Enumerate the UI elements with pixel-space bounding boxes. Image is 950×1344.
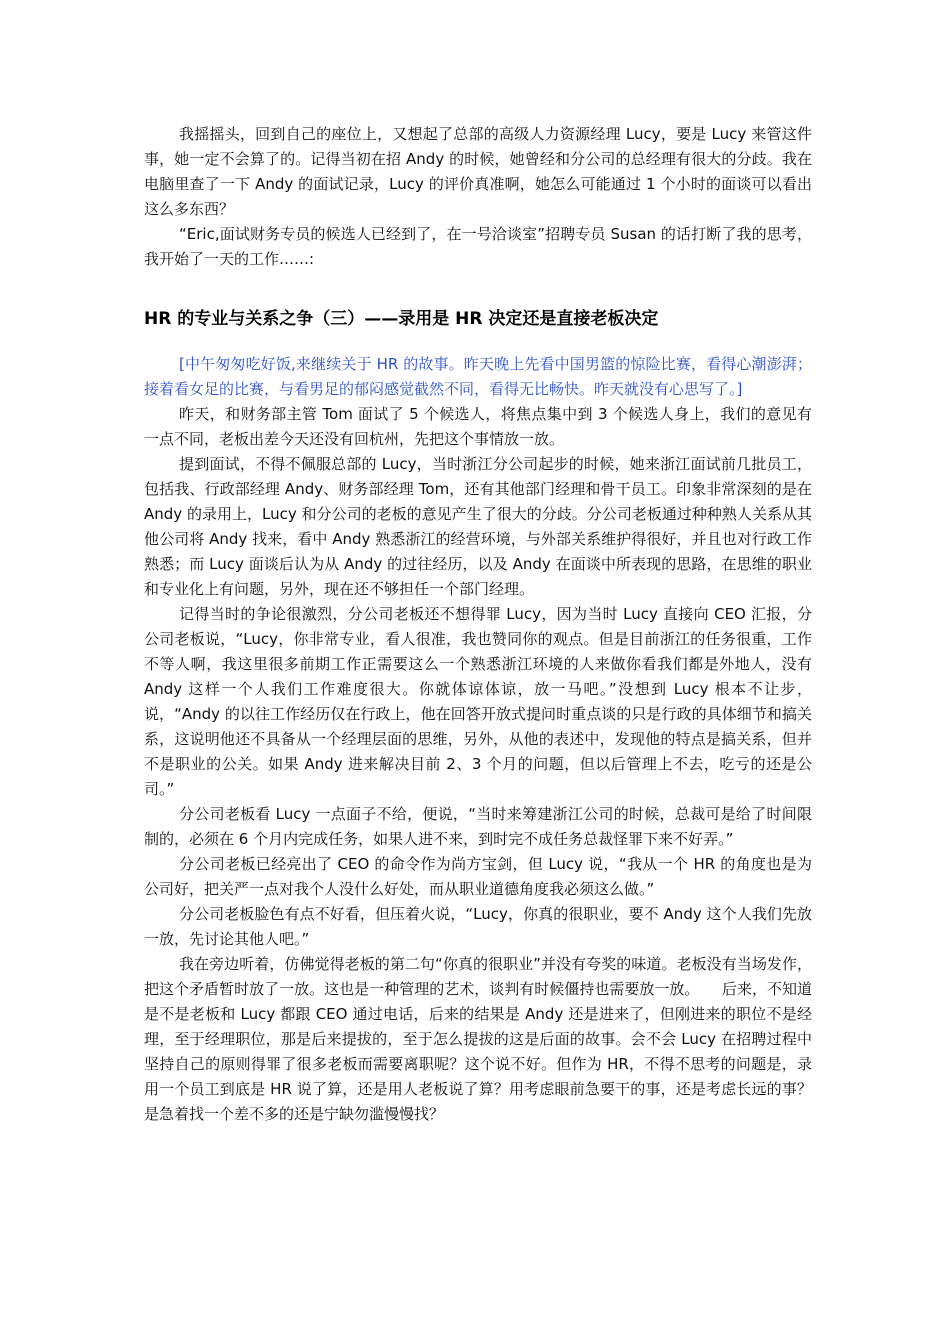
paragraph-yesterday-interviews: 昨天，和财务部主管 Tom 面试了 5 个候选人，将焦点集中到 3 个候选人身上，我们的意见有一点不同，老板出差今天还没有回杭州，先把这个事情放一放。 [144, 405, 812, 448]
paragraph-ceo-order: 分公司老板已经亮出了 CEO 的命令作为尚方宝剑，但 Lucy 说，“我从一个 HR 的角度也是为公司好，把关严一点对我个人没什么好处，而从职业道德角度我必须这么做。” [144, 855, 812, 898]
paragraph-lucy-memory: 我摇摇头，回到自己的座位上，又想起了总部的高级人力资源经理 Lucy，要是 Lucy 来管这件事，她一定不会算了的。记得当初在招 Andy 的时候，她曾经和分公司的总经理有很大的分歧。我在电脑里查了一下 Andy 的面试记录，Lucy 的评价真准啊，她怎么可能通过 1 个小时的面谈可以看出这么多东西？ [144, 125, 812, 218]
paragraph-set-aside: 分公司老板脸色有点不好看，但压着火说，“Lucy，你真的很职业，要不 Andy 这个人我们先放一放，先讨论其他人吧。” [144, 905, 812, 948]
section-heading: HR 的专业与关系之争（三）——录用是 HR 决定还是直接老板决定 [144, 309, 659, 329]
paragraph-time-limit: 分公司老板看 Lucy 一点面子不给，便说，“当时来筹建浙江公司的时候，总裁可是给了时间限制的，必须在 6 个月内完成任务，如果人进不来，到时完不成任务总裁怪罪下来不好弄。” [144, 805, 812, 848]
paragraph-reflection: 我在旁边听着，仿佛觉得老板的第二句“你真的很职业”并没有夸奖的味道。老板没有当场发作，把这个矛盾暂时放了一放。这也是一种管理的艺术，谈判有时候僵持也需要放一放。 后来，不知道是不是老板和 Lucy 都跟 CEO 通过电话，后来的结果是 Andy 还是进来了，但刚进来的职位不是经理，至于经理职位，那是后来提拔的，至于怎么提拔的这是后面的故事。会不会 Lucy 在招聘过程中坚持自己的原则得罪了很多老板而需要离职呢？这个说不好。但作为 HR，不得不思考的问题是，录用一个员工到底是 HR 说了算，还是用人老板说了算？用考虑眼前急要干的事，还是考虑长远的事？是急着找一个差不多的还是宁缺勿滥慢慢找？ [144, 955, 812, 1123]
intro-note: [中午匆匆吃好饭,来继续关于 HR 的故事。昨天晚上先看中国男篮的惊险比赛，看得心潮澎湃；接着看女足的比赛，与看男足的郁闷感觉截然不同，看得无比畅快。昨天就没有心思写了。] [144, 355, 812, 398]
paragraph-susan-interrupt: “Eric,面试财务专员的候选人已经到了，在一号洽谈室”招聘专员 Susan 的话打断了我的思考，我开始了一天的工作……: [144, 225, 812, 268]
document-page [144, 122, 812, 1127]
paragraph-debate: 记得当时的争论很激烈，分公司老板还不想得罪 Lucy，因为当时 Lucy 直接向 CEO 汇报，分公司老板说，“Lucy，你非常专业，看人很准，我也赞同你的观点。但是目前浙江的任务很重，工作不等人啊，我这里很多前期工作正需要这么一个熟悉浙江环境的人来做你看我们都是外地人，没有 Andy 这样一个人我们工作难度很大。你就体谅体谅，放一马吧。”没想到 Lucy 根本不让步，说，“Andy 的以往工作经历仅在行政上，他在回答开放式提问时重点谈的只是行政的具体细节和搞关系，这说明他还不具备从一个经理层面的思维，另外，从他的表述中，发现他的特点是搞关系，但并不是职业的公关。如果 Andy 进来解决目前 2、3 个月的问题，但以后管理上不去，吃亏的还是公司。” [144, 605, 812, 798]
paragraph-lucy-interview: 提到面试，不得不佩服总部的 Lucy，当时浙江分公司起步的时候，她来浙江面试前几批员工，包括我、行政部经理 Andy、财务部经理 Tom，还有其他部门经理和骨干员工。印象非常深刻的是在 Andy 的录用上，Lucy 和分公司的老板的意见产生了很大的分歧。分公司老板通过种种熟人关系从其他公司将 Andy 找来，看中 Andy 熟悉浙江的经营环境，与外部关系维护得很好，并且也对行政工作熟悉；而 Lucy 面谈后认为从 Andy 的过往经历，以及 Andy 在面谈中所表现的思路，在思维的职业和专业化上有问题，另外，现在还不够担任一个部门经理。 [144, 455, 812, 598]
